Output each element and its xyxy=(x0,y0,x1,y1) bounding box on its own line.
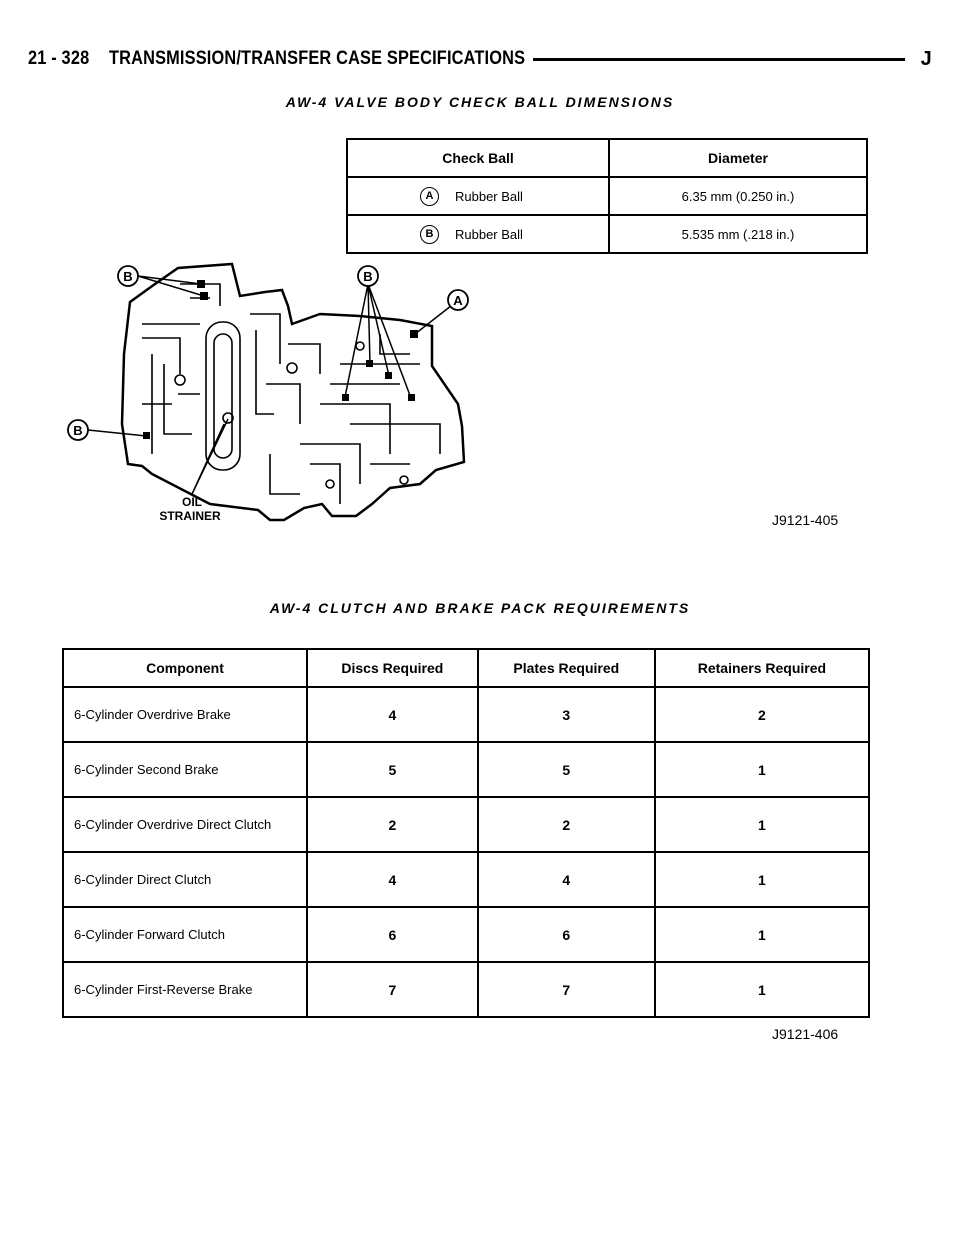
retainers-cell: 1 xyxy=(655,797,869,852)
check-ball-cell xyxy=(347,215,609,253)
table-row xyxy=(63,907,869,962)
ball-type: Rubber Ball xyxy=(455,226,523,242)
plates-cell: 4 xyxy=(478,852,655,907)
retainers-cell: 1 xyxy=(655,907,869,962)
table-row xyxy=(63,742,869,797)
component-cell: 6-Cylinder Direct Clutch xyxy=(63,852,307,907)
strainer-label: STRAINER xyxy=(159,509,221,523)
header-rule xyxy=(533,58,904,61)
column-header-check-ball: Check Ball xyxy=(347,139,609,177)
component-cell: 6-Cylinder First-Reverse Brake xyxy=(63,962,307,1017)
discs-cell: 5 xyxy=(307,742,478,797)
ball-letter-badge: B xyxy=(420,225,439,244)
component-cell: 6-Cylinder Forward Clutch xyxy=(63,907,307,962)
discs-cell: 2 xyxy=(307,797,478,852)
column-header-component: Component xyxy=(63,649,307,687)
table-row xyxy=(63,962,869,1017)
callout-b-upper-left xyxy=(118,266,138,286)
table-row xyxy=(63,687,869,742)
callout-a-label: A xyxy=(453,293,463,308)
valve-body-outline xyxy=(122,264,464,520)
plates-cell: 5 xyxy=(478,742,655,797)
check-ball-table xyxy=(346,138,868,254)
component-cell: 6-Cylinder Overdrive Brake xyxy=(63,687,307,742)
clutch-brake-table xyxy=(62,648,870,1018)
table-header-row xyxy=(63,649,869,687)
component-cell: 6-Cylinder Overdrive Direct Clutch xyxy=(63,797,307,852)
check-ball-section-title: AW-4 VALVE BODY CHECK BALL DIMENSIONS xyxy=(285,94,675,110)
callout-b-top xyxy=(358,266,378,286)
callout-leaders xyxy=(88,276,456,494)
figure-id-valve-body: J9121-405 xyxy=(772,512,839,528)
page-header xyxy=(28,46,932,72)
retainers-cell: 1 xyxy=(655,742,869,797)
callout-b-label: B xyxy=(73,423,83,438)
ball-type: Rubber Ball xyxy=(455,188,523,204)
table-header-row xyxy=(347,139,867,177)
plates-cell: 3 xyxy=(478,687,655,742)
retainers-cell: 2 xyxy=(655,687,869,742)
ball-letter-badge: A xyxy=(420,187,439,206)
discs-cell: 4 xyxy=(307,687,478,742)
plates-cell: 7 xyxy=(478,962,655,1017)
valve-body-diagram xyxy=(60,254,480,534)
column-header-plates: Plates Required xyxy=(478,649,655,687)
table-row xyxy=(63,852,869,907)
retainers-cell: 1 xyxy=(655,852,869,907)
table-row xyxy=(347,177,867,215)
component-cell: 6-Cylinder Second Brake xyxy=(63,742,307,797)
column-header-discs: Discs Required xyxy=(307,649,478,687)
callout-b-left xyxy=(68,420,88,440)
plates-cell: 6 xyxy=(478,907,655,962)
table-row xyxy=(347,215,867,253)
column-header-retainers: Retainers Required xyxy=(655,649,869,687)
column-header-diameter: Diameter xyxy=(609,139,867,177)
callout-b-label: B xyxy=(123,269,133,284)
figure-id-clutch-brake: J9121-406 xyxy=(772,1026,839,1042)
callout-b-label: B xyxy=(363,269,373,284)
plates-cell: 2 xyxy=(478,797,655,852)
clutch-brake-section-title: AW-4 CLUTCH AND BRAKE PACK REQUIREMENTS xyxy=(269,600,691,616)
discs-cell: 6 xyxy=(307,907,478,962)
oil-label: OIL xyxy=(182,495,202,509)
discs-cell: 4 xyxy=(307,852,478,907)
diameter-cell: 5.535 mm (.218 in.) xyxy=(609,215,867,253)
discs-cell: 7 xyxy=(307,962,478,1017)
page-title: TRANSMISSION/TRANSFER CASE SPECIFICATIONS xyxy=(109,48,526,69)
table-row xyxy=(63,797,869,852)
callout-a xyxy=(448,290,468,310)
diameter-cell: 6.35 mm (0.250 in.) xyxy=(609,177,867,215)
retainers-cell: 1 xyxy=(655,962,869,1017)
check-ball-cell xyxy=(347,177,609,215)
section-letter: J xyxy=(920,47,932,70)
page-number: 21 - 328 xyxy=(28,48,90,69)
